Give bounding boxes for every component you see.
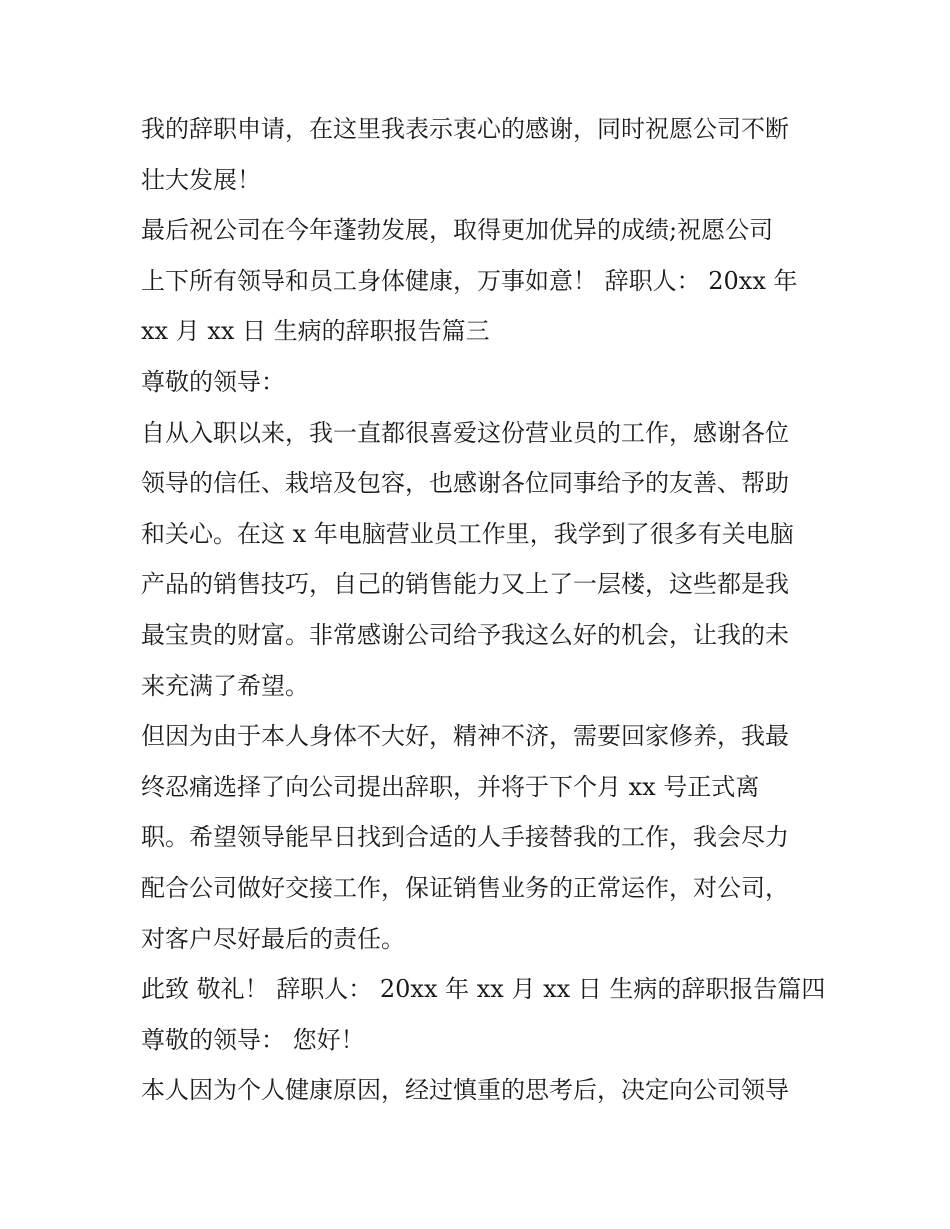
- text-line: xx 月 xx 日 生病的辞职报告篇三: [141, 317, 490, 346]
- text-line: 来充满了希望。: [141, 671, 309, 700]
- text-line: 尊敬的领导：: [141, 367, 285, 396]
- text-line: 配合公司做好交接工作，保证销售业务的正常运作，对公司，: [141, 873, 789, 902]
- text-line: 最后祝公司在今年蓬勃发展，取得更加优异的成绩;祝愿公司: [141, 216, 774, 245]
- text-line: 上下所有领导和员工身体健康，万事如意！ 辞职人： 20xx 年: [141, 266, 798, 295]
- text-line: 壮大发展！: [141, 165, 261, 194]
- text-line: 领导的信任、栽培及包容，也感谢各位同事给予的友善、帮助: [141, 469, 789, 498]
- text-line: 对客户尽好最后的责任。: [141, 924, 405, 953]
- text-line: 最宝贵的财富。非常感谢公司给予我这么好的机会，让我的未: [141, 620, 789, 649]
- text-line: 自从入职以来，我一直都很喜爱这份营业员的工作，感谢各位: [141, 418, 789, 447]
- text-line: 和关心。在这 x 年电脑营业员工作里，我学到了很多有关电脑: [141, 519, 794, 548]
- text-line: 本人因为个人健康原因，经过慎重的思考后，决定向公司领导: [141, 1076, 789, 1105]
- text-line: 终忍痛选择了向公司提出辞职，并将于下个月 xx 号正式离: [141, 772, 760, 801]
- text-line: 产品的销售技巧，自己的销售能力又上了一层楼，这些都是我: [141, 570, 789, 599]
- text-line: 我的辞职申请，在这里我表示衷心的感谢，同时祝愿公司不断: [141, 115, 789, 143]
- text-line: 尊敬的领导： 您好！: [141, 1025, 365, 1054]
- document-body: [141, 104, 826, 1116]
- text-line: 职。希望领导能早日找到合适的人手接替我的工作，我会尽力: [141, 823, 789, 852]
- text-line: 此致 敬礼！ 辞职人： 20xx 年 xx 月 xx 日 生病的辞职报告篇四: [141, 975, 826, 1004]
- text-line: 但因为由于本人身体不大好，精神不济，需要回家修养，我最: [141, 722, 789, 751]
